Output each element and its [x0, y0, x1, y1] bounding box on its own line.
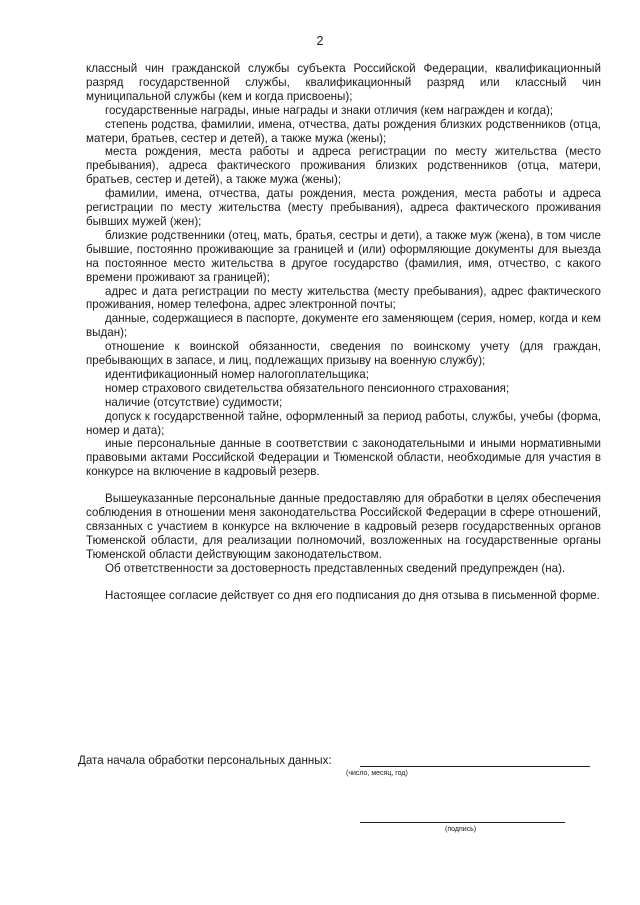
date-input-line[interactable]: [360, 766, 590, 767]
paragraph: иные персональные данные в соответствии с законодательными и иными нормативными правовыми актами Российской Федерации и Тюменской области, необходимые для участия в конкурсе на включение в кадровый резерв.: [86, 437, 601, 479]
paragraph: наличие (отсутствие) судимости;: [105, 395, 283, 409]
paragraph: номер страхового свидетельства обязательного пенсионного страхования;: [105, 381, 510, 395]
date-caption: (число, месяц, год): [346, 770, 408, 777]
paragraph: отношение к воинской обязанности, сведения по воинскому учету (для граждан, пребывающих в запасе, и лиц, подлежащих призыву на военную службу);: [86, 340, 601, 368]
paragraph: степень родства, фамилии, имена, отчества, даты рождения близких родственников (отца, матери, братьев, сестер и детей), а также мужа (жены);: [86, 117, 601, 145]
paragraph: государственные награды, иные награды и знаки отличия (кем награжден и когда);: [105, 103, 554, 117]
paragraph: идентификационный номер налогоплательщика;: [105, 367, 369, 381]
paragraph: адрес и дата регистрации по месту жительства (месту пребывания), адрес фактического проживания, номер телефона, адрес электронной почты;: [86, 284, 601, 312]
signature-caption: (подпись): [445, 826, 477, 833]
paragraph: места рождения, места работы и адреса регистрации по месту жительства (место пребывания), адреса фактического проживания близких родственников (отца, матери, братьев, сестер и детей), а также мужа (жены);: [86, 145, 601, 187]
responsibility-paragraph: Об ответственности за достоверность представленных сведений предупрежден (на).: [105, 561, 566, 575]
date-label: Дата начала обработки персональных данных:: [78, 754, 332, 767]
paragraph: классный чин гражданской службы субъекта Российской Федерации, квалификационный разряд государственной службы, квалификационный разряд или классный чин муниципальной службы (кем и когда присвоены);: [86, 62, 601, 103]
paragraph: допуск к государственной тайне, оформленный за период работы, службы, учебы (форма, номер и дата);: [86, 409, 601, 437]
page-number: 2: [316, 34, 324, 48]
paragraph: данные, содержащиеся в паспорте, документе его заменяющем (серия, номер, когда и кем выдан);: [86, 312, 601, 340]
paragraph: близкие родственники (отец, мать, братья, сестры и дети), а также муж (жена), в том числе бывшие, постоянно проживающие за границей и (или) оформляющие документы для выезда на постоянное место жительства в другое государство (фамилия, имя, отчество, с какого времени проживают за границей);: [86, 228, 601, 284]
document-body: [86, 62, 601, 603]
consent-paragraph: Вышеуказанные персональные данные предоставляю для обработки в целях обеспечения соблюдения в отношении меня законодательства Российской Федерации в сфере отношений, связанных с участием в конкурсе на включение в кадровый резерв государственных органов Тюменской области, для реализации полномочий, возложенных на государственные органы Тюменской области действующим законодательством.: [86, 492, 601, 561]
date-row: [78, 754, 601, 774]
paragraph: фамилии, имена, отчества, даты рождения, места рождения, места работы и адреса регистрации по месту жительства (месту пребывания), адреса фактического проживания бывших мужей (жен);: [86, 187, 601, 228]
signature-line[interactable]: [360, 822, 565, 823]
validity-paragraph: Настоящее согласие действует со дня его подписания до дня отзыва в письменной форме.: [105, 588, 600, 602]
